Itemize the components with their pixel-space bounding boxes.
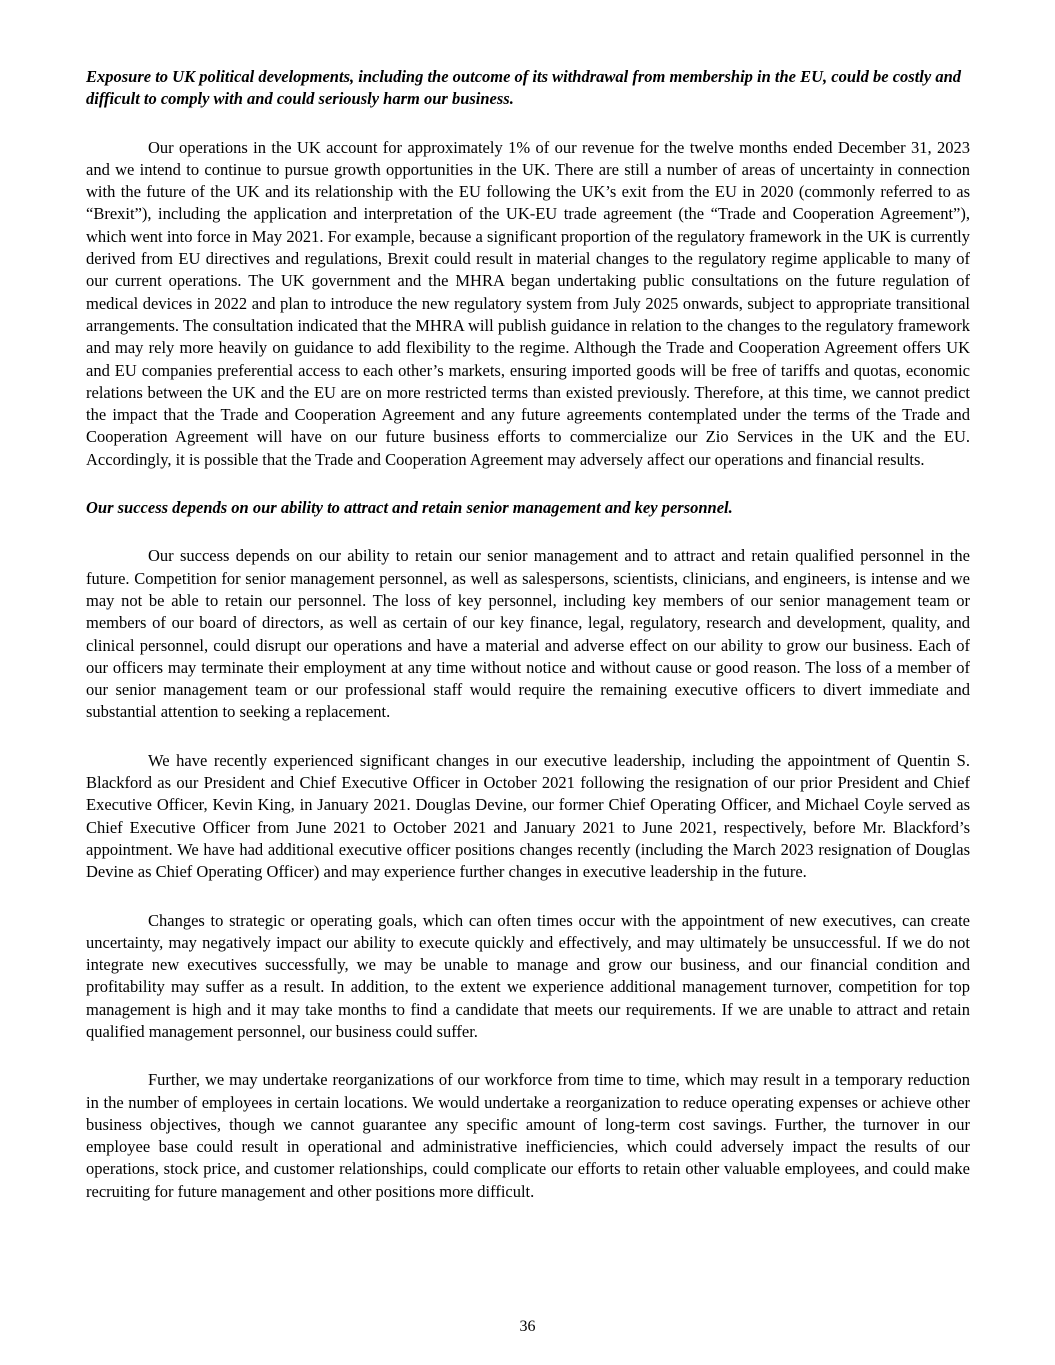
paragraph-executive-leadership-changes: We have recently experienced significant changes in our executive leadership, including the appointment of Quentin S. Blackford as our President and Chief Executive Officer in October 2021 following the resignation of our prior President and Chief Executive Officer, Kevin King, in January 2021. Douglas Devine, our former Chief Operating Officer, and Michael Coyle served as Chief Executive Officer from June 2021 to October 2021 and January 2021 to June 2021, respectively, before Mr. Blackford’s appointment. We have had additional executive officer positions changes recently (including the March 2023 resignation of Douglas Devine as Chief Operating Officer) and may experience further changes in executive leadership in the future.	[86, 750, 970, 882]
paragraph-uk-operations: Our operations in the UK account for approximately 1% of our revenue for the twelve months ended December 31, 2023 and we intend to continue to pursue growth opportunities in the UK. There are still a number of areas of uncertainty in connection with the future of the UK and its relationship with the EU following the UK’s exit from the EU in 2020 (commonly referred to as “Brexit”), including the application and interpretation of the UK-EU trade agreement (the “Trade and Cooperation Agreement”), which went into force in May 2021. For example, because a significant proportion of the regulatory framework in the UK is currently derived from EU directives and regulations, Brexit could result in material changes to the regulatory regime applicable to many of our current operations. The UK government and the MHRA began undertaking public consultations on the future regulation of medical devices in 2022 and plan to introduce the new regulatory system from July 2025 onwards, subject to appropriate transitional arrangements. The consultation indicated that the MHRA will publish guidance in relation to the changes to the regulatory framework and may rely more heavily on guidance to add flexibility to the regime. Although the Trade and Cooperation Agreement offers UK and EU companies preferential access to each other’s markets, ensuring imported goods will be free of tariffs and quotas, economic relations between the UK and the EU are on more restricted terms than existed previously. Therefore, at this time, we cannot predict the impact that the Trade and Cooperation Agreement and any future agreements contemplated under the terms of the Trade and Cooperation Agreement will have on our future business efforts to commercialize our Zio Services in the UK and the EU. Accordingly, it is possible that the Trade and Cooperation Agreement may adversely affect our operations and financial results.	[86, 137, 970, 469]
paragraph-workforce-reorganizations: Further, we may undertake reorganizations of our workforce from time to time, which may result in a temporary reduction in the number of employees in certain locations. We would undertake a reorganization to reduce operating expenses or achieve other business objectives, though we cannot guarantee any specific amount of long-term cost savings. Further, the turnover in our employee base could result in operational and administrative inefficiencies, which could adversely impact the results of our operations, stock price, and customer relationships, could complicate our efforts to retain other valuable employees, and could make recruiting for future management and other positions more difficult.	[86, 1070, 970, 1201]
risk-heading-uk-political-developments: Exposure to UK political developments, including the outcome of its withdrawal from membership in the EU, could be costly and difficult to comply with and could seriously harm our business.	[86, 67, 961, 109]
paragraph-retain-personnel: Our success depends on our ability to retain our senior management and to attract and retain qualified personnel in the future. Competition for senior management personnel, as well as salespersons, scientists, clinicians, and engineers, is intense and we may not be able to retain our personnel. The loss of key personnel, including key members of our senior management team or members of our board of directors, as well as certain of our key finance, legal, regulatory, research and development, quality, and clinical personnel, could disrupt our operations and have a material and adverse effect on our ability to grow our business. Each of our officers may terminate their employment at any time without notice and without cause or good reason. The loss of a member of our senior management team or our professional staff would require the remaining executive officers to divert immediate and substantial attention to seeking a replacement.	[86, 546, 970, 722]
page-number: 36	[519, 1318, 536, 1335]
risk-heading-senior-management: Our success depends on our ability to attract and retain senior management and key personnel.	[86, 498, 733, 518]
page-content	[86, 66, 970, 1229]
paragraph-strategic-goals: Changes to strategic or operating goals, which can often times occur with the appointment of new executives, can create uncertainty, may negatively impact our ability to execute quickly and effectively, and may ultimately be unsuccessful. If we do not integrate new executives successfully, we may be unable to manage and grow our business, and our financial condition and profitability may suffer as a result. In addition, to the extent we experience additional management turnover, competition for top management is high and it may take months to find a candidate that meets our requirements. If we are unable to attract and retain qualified management personnel, our business could suffer.	[86, 910, 970, 1041]
